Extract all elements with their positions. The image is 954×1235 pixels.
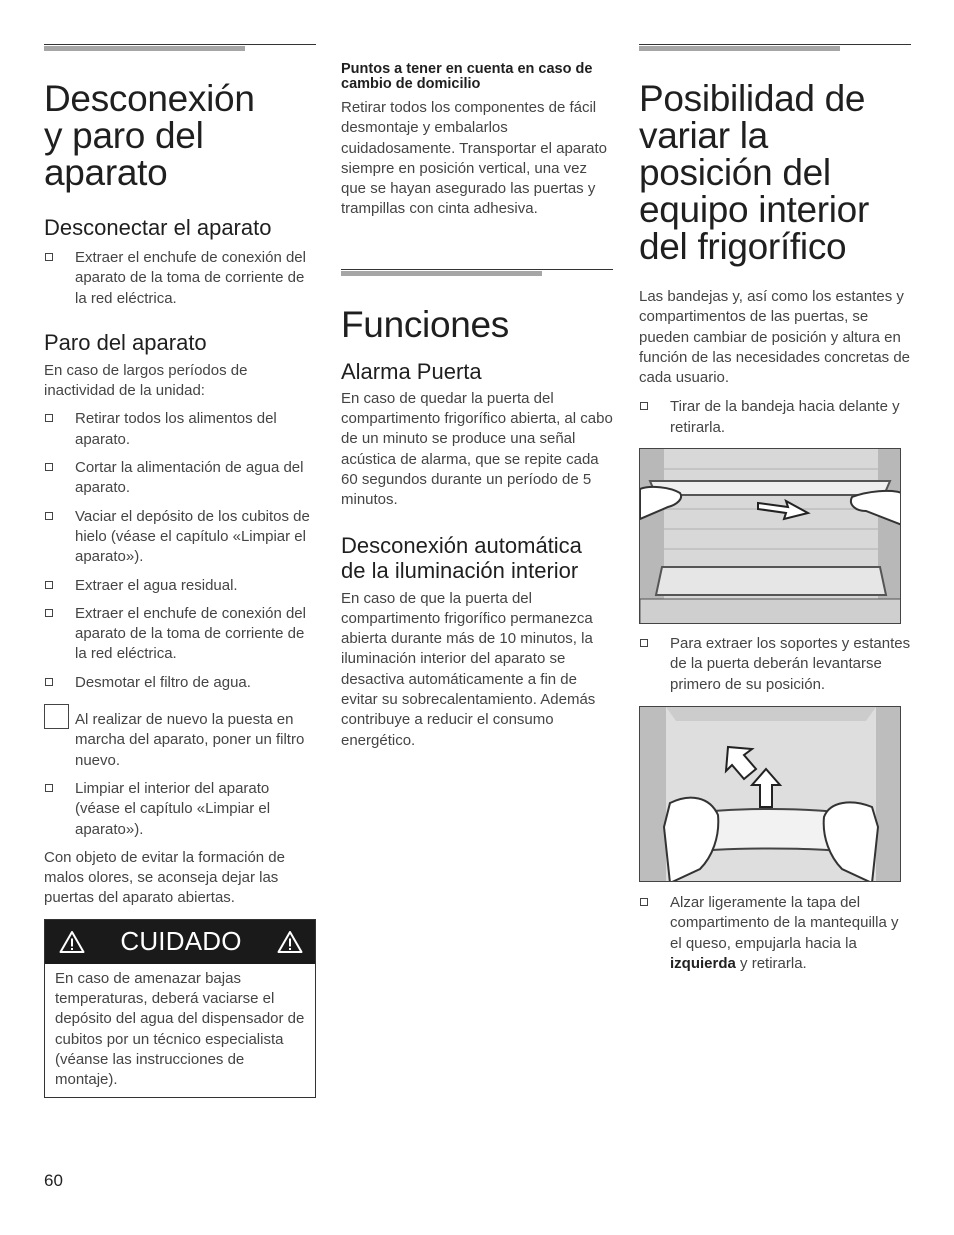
text-segment: y retirarla. bbox=[735, 954, 807, 972]
list-item bbox=[44, 409, 316, 450]
title-line: aparato bbox=[44, 152, 168, 193]
warning-triangle-icon bbox=[277, 930, 303, 954]
checkbox-bullet-icon bbox=[640, 639, 648, 647]
caution-body bbox=[45, 964, 315, 1097]
list-item bbox=[44, 507, 316, 568]
disconnect-list bbox=[44, 248, 316, 309]
list-item bbox=[44, 248, 316, 309]
light-text: En caso de que la puerta del compartimento frigorífico permanezca abierta durante más de 10 minutos, la iluminación interior del aparato se desactiva automáticamente a fin de evitar su sobrecalentamiento. Además contribuye a reducir el consumo energético. bbox=[341, 589, 596, 749]
text-segment: Alzar ligeramente la tapa del compartimento de la mantequilla y el queso, empujarla hacia la bbox=[670, 893, 899, 952]
title-line: Posibilidad de bbox=[639, 78, 866, 119]
list-item bbox=[639, 634, 911, 695]
caution-box bbox=[44, 919, 316, 1098]
checkbox-bullet-icon bbox=[45, 678, 53, 686]
checkbox-bullet-icon bbox=[45, 784, 53, 792]
list-item bbox=[639, 397, 911, 438]
checkbox-bullet-icon bbox=[640, 402, 648, 410]
list-item-text: Extraer el enchufe de conexión del aparato de la toma de corriente de la red eléctrica. bbox=[75, 604, 306, 663]
stop-intro: En caso de largos períodos de inactividad de la unidad: bbox=[44, 361, 248, 400]
list-item-text: Cortar la alimentación de agua del aparato. bbox=[75, 459, 304, 497]
right-column bbox=[639, 44, 911, 974]
stop-heading: Paro del aparato bbox=[44, 329, 207, 355]
list-item-text: Extraer el enchufe de conexión del aparato de la toma de corriente de la red eléctrica. bbox=[75, 249, 306, 307]
checkbox-bullet-icon bbox=[45, 253, 53, 261]
list-item bbox=[44, 779, 316, 840]
bold-text: izquierda bbox=[670, 954, 736, 972]
door-shelf-illustration bbox=[640, 707, 901, 882]
left-column bbox=[44, 44, 316, 1098]
section-rule bbox=[44, 44, 316, 53]
positions-list-1 bbox=[639, 397, 911, 438]
middle-column bbox=[341, 44, 613, 751]
section-rule bbox=[341, 269, 613, 278]
list-item-text: Al realizar de nuevo la puesta en marcha del aparato, poner un filtro nuevo. bbox=[75, 711, 305, 769]
list-item-text: Retirar todos los alimentos del aparato. bbox=[75, 410, 277, 448]
checkbox-bullet-icon bbox=[45, 512, 53, 520]
list-item bbox=[44, 458, 316, 499]
list-item-text: Extraer el agua residual. bbox=[75, 576, 238, 594]
list-item bbox=[44, 710, 316, 771]
positions-intro: Las bandejas y, así como los estantes y compartimentos de las puertas, se pueden cambiar de posición y altura en función de las necesidades concretas de cada usuario. bbox=[639, 288, 911, 387]
list-item-text: Tirar de la bandeja hacia delante y retirarla. bbox=[670, 398, 900, 436]
list-item-text: Limpiar el interior del aparato (véase el capítulo «Limpiar el aparato»). bbox=[75, 779, 271, 838]
disconnect-heading: Desconectar el aparato bbox=[44, 215, 272, 240]
section-title-positions bbox=[639, 80, 911, 265]
caution-title: CUIDADO bbox=[120, 926, 242, 957]
caution-text: En caso de amenazar bajas temperaturas, deberá vaciarse el depósito del agua del dispensador de cubitos por un técnico especialista (véanse las instrucciones de montaje). bbox=[55, 969, 305, 1089]
checkbox-bullet-icon bbox=[640, 898, 648, 906]
shelf-illustration bbox=[640, 449, 901, 624]
section-rule bbox=[639, 44, 911, 53]
photo-remove-shelf bbox=[639, 448, 901, 624]
light-heading: Desconexión automática de la iluminación interior bbox=[341, 532, 582, 583]
title-line: posición del bbox=[639, 152, 831, 193]
list-item bbox=[639, 893, 911, 974]
list-item-text: Para extraer los soportes y estantes de la puerta deberán levantarse primero de su posición. bbox=[670, 635, 911, 693]
list-item bbox=[44, 673, 316, 693]
positions-list-2 bbox=[639, 634, 911, 695]
empty-checkbox-icon bbox=[44, 704, 69, 729]
title-line: y paro del bbox=[44, 115, 204, 156]
warning-triangle-icon bbox=[59, 930, 85, 954]
page-number: 60 bbox=[44, 1171, 63, 1190]
list-item bbox=[44, 576, 316, 596]
alarm-heading: Alarma Puerta bbox=[341, 358, 482, 384]
title-line: Desconexión bbox=[44, 78, 255, 119]
title-line: del frigorífico bbox=[639, 226, 847, 267]
odor-note: Con objeto de evitar la formación de malos olores, se aconseja dejar las puertas del aparato abiertas. bbox=[44, 848, 285, 907]
title-line: equipo interior bbox=[639, 189, 869, 230]
moving-heading: Puntos a tener en cuenta en caso de cambio de domicilio bbox=[341, 61, 593, 92]
functions-title: Funciones bbox=[341, 303, 510, 345]
title-line: variar la bbox=[639, 115, 768, 156]
checkbox-bullet-icon bbox=[45, 463, 53, 471]
positions-list-3 bbox=[639, 893, 911, 974]
list-item-text: Vaciar el depósito de los cubitos de hielo (véase el capítulo «Limpiar el aparato»). bbox=[75, 507, 310, 566]
alarm-text: En caso de quedar la puerta del compartimento frigorífico abierta, al cabo de un minuto se produce una señal acústica de alarma, que se repite cada 60 segundos durante un período de 5 minutos. bbox=[341, 389, 613, 509]
caution-header bbox=[45, 920, 315, 964]
photo-lift-door-shelf bbox=[639, 706, 901, 882]
moving-text: Retirar todos los componentes de fácil desmontaje y embalarlos cuidadosamente. Transportar el aparato siempre en posición vertical, una vez que se hayan asegurado las puertas y trampillas con cinta adhesiva. bbox=[341, 99, 607, 218]
stop-list bbox=[44, 409, 316, 839]
checkbox-bullet-icon bbox=[45, 414, 53, 422]
list-item-text: Desmotar el filtro de agua. bbox=[75, 673, 251, 691]
list-item-text bbox=[670, 894, 898, 972]
list-item bbox=[44, 604, 316, 665]
checkbox-bullet-icon bbox=[45, 609, 53, 617]
checkbox-bullet-icon bbox=[45, 581, 53, 589]
section-title-disconnect bbox=[44, 80, 316, 191]
